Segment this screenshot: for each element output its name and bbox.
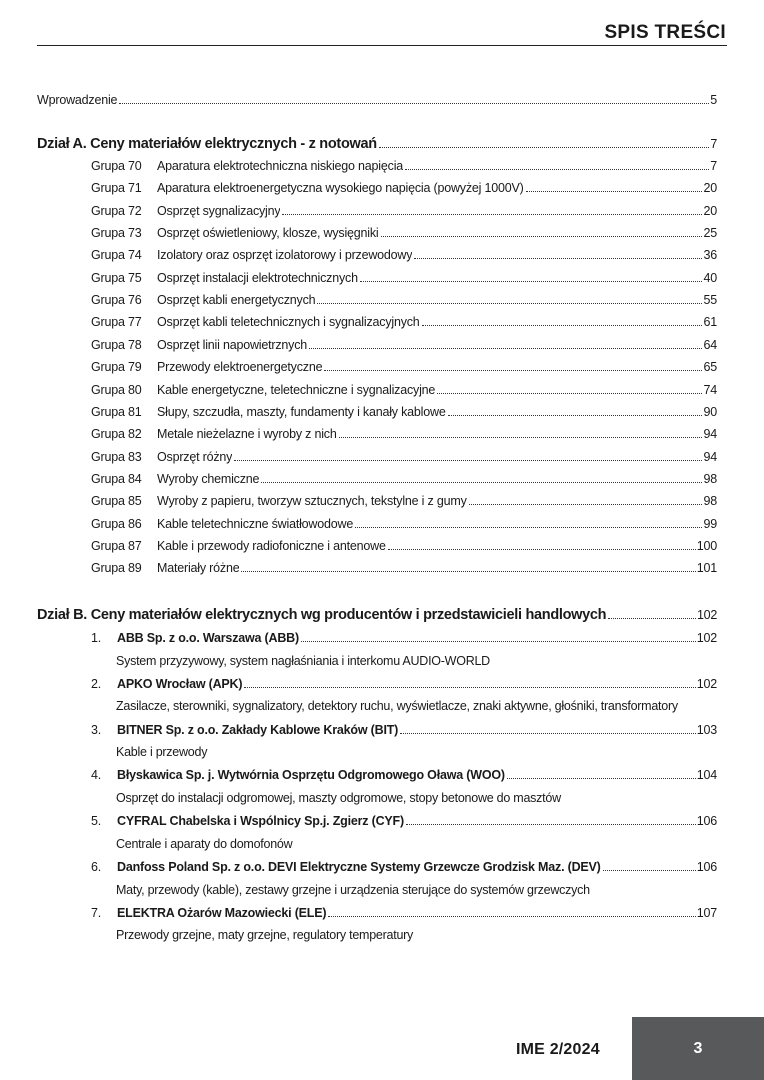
toc-entry-producer[interactable]: [91, 906, 717, 920]
toc-entry-title: APKO Wrocław (APK): [117, 676, 243, 691]
toc-page-number: 100: [696, 538, 717, 553]
page-number: 3: [693, 1039, 703, 1057]
toc-entry-title: BITNER Sp. z o.o. Zakłady Kablowe Kraków (BIT): [117, 722, 399, 737]
group-label: Grupa 78: [91, 337, 142, 352]
toc-page-number: 55: [703, 293, 717, 308]
group-label: Grupa 83: [91, 449, 142, 464]
toc-entry-group[interactable]: [91, 271, 717, 285]
toc-entry-producer[interactable]: [91, 860, 717, 874]
toc-entry-group[interactable]: [91, 315, 717, 329]
toc-page-number: 99: [703, 516, 717, 531]
toc-page-number: 102: [696, 676, 717, 691]
toc-page-number: 102: [697, 608, 717, 622]
group-label: Grupa 70: [91, 159, 142, 173]
page-title: SPIS TREŚCI: [604, 22, 726, 43]
toc-page-number: 20: [703, 181, 717, 196]
dot-leader: [388, 549, 696, 550]
toc-page-number: 25: [703, 226, 717, 241]
toc-page-number: 7: [710, 159, 717, 173]
dot-leader: [119, 103, 709, 104]
toc-entry-title: Izolatory oraz osprzęt izolatorowy i przewodowy: [157, 248, 413, 263]
group-label: Grupa 79: [91, 360, 142, 375]
dot-leader: [309, 348, 702, 349]
toc-entry-title: Wyroby chemiczne: [157, 471, 260, 486]
toc-page-number: 64: [703, 337, 717, 352]
dot-leader: [608, 618, 696, 619]
group-label: Grupa 77: [91, 315, 142, 330]
producer-description: Maty, przewody (kable), zestawy grzejne i urządzenia sterujące do systemów grzewczych: [116, 882, 590, 897]
dot-leader: [301, 641, 696, 642]
dot-leader: [317, 303, 702, 304]
dot-leader: [355, 527, 702, 528]
producer-description: Centrale i aparaty do domofonów: [116, 836, 293, 851]
toc-entry-producer[interactable]: [91, 631, 717, 645]
toc-entry-group[interactable]: [91, 405, 717, 419]
group-label: Grupa 84: [91, 471, 142, 486]
dot-leader: [261, 482, 702, 483]
group-label: Grupa 85: [91, 494, 142, 509]
toc-entry-producer[interactable]: [91, 768, 717, 782]
toc-page-number: 74: [703, 382, 717, 397]
toc-page-number: 106: [696, 814, 717, 829]
toc-entry-title: Materiały różne: [157, 561, 240, 576]
toc-entry-title: Osprzęt linii napowietrznych: [157, 337, 308, 352]
toc-entry-intro[interactable]: [37, 93, 717, 107]
group-label: Grupa 72: [91, 203, 142, 218]
toc-entry-title: ABB Sp. z o.o. Warszawa (ABB): [117, 631, 299, 645]
toc-page-number: 36: [703, 248, 717, 263]
toc-entry-group[interactable]: [91, 494, 717, 508]
toc-entry-title: Słupy, szczudła, maszty, fundamenty i kanały kablowe: [157, 404, 446, 419]
dot-leader: [328, 916, 695, 917]
dot-leader: [379, 147, 710, 148]
header-divider: [37, 45, 727, 46]
toc-entry-title: Wprowadzenie: [37, 93, 118, 107]
toc-entry-title: Przewody elektroenergetyczne: [157, 360, 323, 375]
dot-leader: [282, 214, 702, 215]
toc-entry-title: Wyroby z papieru, tworzyw sztucznych, tekstylne i z gumy: [157, 494, 467, 509]
toc-entry-title: Osprzęt instalacji elektrotechnicznych: [157, 270, 358, 285]
journal-issue-label: IME 2/2024: [516, 1041, 600, 1058]
toc-page-number: 90: [703, 404, 717, 419]
group-label: Grupa 89: [91, 561, 142, 576]
toc-entry-title: ELEKTRA Ożarów Mazowiecki (ELE): [117, 905, 327, 920]
dot-leader: [603, 870, 696, 871]
toc-entry-producer[interactable]: [91, 723, 717, 737]
toc-page-number: 98: [703, 494, 717, 509]
toc-entry-title: Aparatura elektrotechniczna niskiego napięcia: [157, 159, 404, 173]
toc-page-number: 104: [696, 768, 717, 783]
toc-entry-group[interactable]: [91, 181, 717, 195]
group-label: Grupa 71: [91, 181, 142, 196]
group-label: Grupa 86: [91, 516, 142, 531]
toc-page-number: 106: [696, 860, 717, 874]
section-title: Dział A. Ceny materiałów elektrycznych - z notowań: [37, 136, 377, 152]
producer-description: Zasilacze, sterowniki, sygnalizatory, detektory ruchu, wyświetlacze, znaki aktywne, głośniki, transformatory: [116, 699, 678, 714]
section-a-heading[interactable]: [37, 136, 717, 152]
toc-entry-group[interactable]: [91, 383, 717, 397]
dot-leader: [422, 325, 703, 326]
toc-entry-group[interactable]: [91, 293, 717, 307]
toc-page-number: 98: [703, 471, 717, 486]
producer-description: Kable i przewody: [116, 745, 208, 760]
toc-entry-title: CYFRAL Chabelska i Wspólnicy Sp.j. Zgierz (CYF): [117, 814, 404, 829]
producer-number: 4.: [91, 768, 102, 783]
toc-entry-group[interactable]: [91, 517, 717, 531]
toc-page-number: 94: [703, 449, 717, 464]
group-label: Grupa 76: [91, 293, 142, 308]
toc-page-number: 103: [696, 722, 717, 737]
group-label: Grupa 73: [91, 226, 142, 241]
toc-entry-title: Aparatura elektroenergetyczna wysokiego napięcia (powyżej 1000V): [157, 181, 524, 196]
group-label: Grupa 74: [91, 248, 142, 263]
toc-entry-title: Osprzęt kabli teletechnicznych i sygnalizacyjnych: [157, 315, 420, 330]
toc-entry-title: Kable energetyczne, teletechniczne i sygnalizacyjne: [157, 382, 436, 397]
toc-entry-group[interactable]: [91, 226, 717, 240]
group-label: Grupa 80: [91, 382, 142, 397]
dot-leader: [234, 460, 702, 461]
toc-entry-title: Danfoss Poland Sp. z o.o. DEVI Elektryczne Systemy Grzewcze Grodzisk Maz. (DEV): [117, 860, 601, 874]
dot-leader: [406, 824, 696, 825]
section-b-heading[interactable]: [37, 607, 717, 623]
toc-page-number: 20: [703, 203, 717, 218]
toc-entry-group[interactable]: [91, 450, 717, 464]
toc-entry-title: Metale nieżelazne i wyroby z nich: [157, 427, 337, 442]
producer-description: Osprzęt do instalacji odgromowej, maszty odgromowe, stopy betonowe do masztów: [116, 790, 561, 805]
producer-number: 7.: [91, 905, 102, 920]
dot-leader: [400, 733, 696, 734]
producer-description: Przewody grzejne, maty grzejne, regulatory temperatury: [116, 928, 414, 943]
toc-page-number: 7: [710, 137, 717, 151]
toc-page-number: 94: [703, 427, 717, 442]
producer-number: 1.: [91, 631, 102, 645]
toc-entry-producer[interactable]: [91, 677, 717, 691]
producer-number: 6.: [91, 860, 102, 874]
group-label: Grupa 75: [91, 270, 142, 285]
toc-entry-title: Osprzęt sygnalizacyjny: [157, 203, 281, 218]
dot-leader: [526, 191, 703, 192]
toc-page-number: 5: [710, 93, 717, 107]
group-label: Grupa 87: [91, 538, 142, 553]
producer-number: 3.: [91, 722, 102, 737]
toc-entry-title: Kable teletechniczne światłowodowe: [157, 516, 354, 531]
toc-entry-title: Osprzęt różny: [157, 449, 233, 464]
toc-entry-producer[interactable]: [91, 814, 717, 828]
toc-page-number: 65: [703, 360, 717, 375]
toc-entry-title: Błyskawica Sp. j. Wytwórnia Osprzętu Odgromowego Oława (WOO): [117, 768, 505, 783]
dot-leader: [339, 437, 703, 438]
toc-entry-group[interactable]: [91, 427, 717, 441]
toc-entry-title: Kable i przewody radiofoniczne i antenowe: [157, 538, 386, 553]
dot-leader: [381, 236, 703, 237]
dot-leader: [414, 258, 702, 259]
dot-leader: [448, 415, 703, 416]
toc-page-number: 40: [703, 270, 717, 285]
toc-entry-group[interactable]: [91, 248, 717, 262]
toc-page-number: 61: [703, 315, 717, 330]
toc-entry-group[interactable]: [91, 204, 717, 218]
dot-leader: [405, 169, 709, 170]
group-label: Grupa 81: [91, 404, 142, 419]
toc-page-number: 107: [696, 905, 717, 920]
toc-entry-group[interactable]: [91, 539, 717, 553]
group-label: Grupa 82: [91, 427, 142, 442]
dot-leader: [469, 504, 703, 505]
dot-leader: [360, 281, 703, 282]
toc-page-number: 101: [696, 561, 717, 576]
toc-entry-group[interactable]: [91, 561, 717, 575]
page-number-box: [632, 1017, 764, 1080]
dot-leader: [241, 571, 695, 572]
dot-leader: [324, 370, 702, 371]
dot-leader: [507, 778, 696, 779]
toc-entry-group[interactable]: [91, 338, 717, 352]
dot-leader: [244, 687, 695, 688]
dot-leader: [437, 393, 702, 394]
toc-entry-title: Osprzęt oświetleniowy, klosze, wysięgniki: [157, 226, 379, 241]
toc-entry-title: Osprzęt kabli energetycznych: [157, 293, 316, 308]
toc-entry-group[interactable]: [91, 472, 717, 486]
section-title: Dział B. Ceny materiałów elektrycznych wg producentów i przedstawicieli handlowych: [37, 607, 607, 623]
toc-entry-group[interactable]: [91, 360, 717, 374]
producer-number: 2.: [91, 676, 102, 691]
producer-description: System przyzywowy, system nagłaśniania i interkomu AUDIO-WORLD: [116, 653, 490, 668]
toc-entry-group[interactable]: [91, 159, 717, 173]
producer-number: 5.: [91, 814, 102, 829]
toc-page-number: 102: [696, 631, 717, 645]
